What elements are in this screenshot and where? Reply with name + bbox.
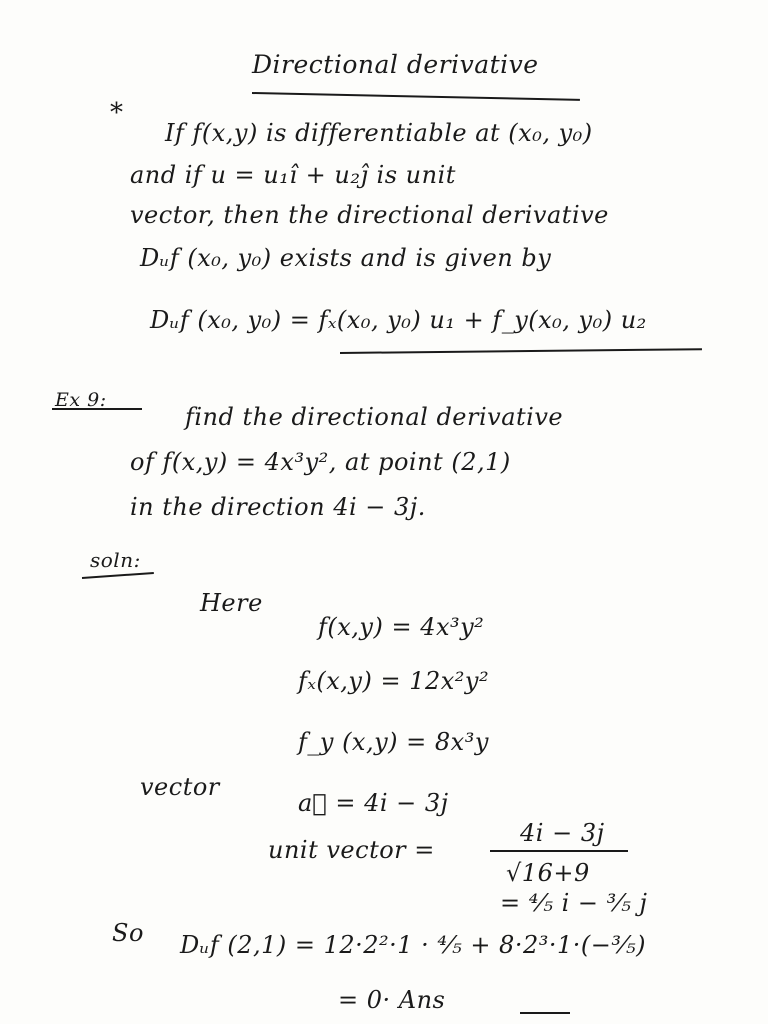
- vector-value: a⃗ = 4i − 3j: [298, 789, 449, 817]
- star-bullet-icon: *: [110, 98, 124, 128]
- solution-here: Here: [200, 589, 263, 617]
- final-answer: = 0· Ans: [338, 986, 446, 1014]
- answer-underline: [520, 1012, 570, 1014]
- solution-step-1: f(x,y) = 4x³y²: [318, 613, 485, 641]
- theorem-line-3: vector, then the directional derivative: [130, 201, 609, 229]
- so-label: So: [112, 919, 144, 947]
- vector-label: vector: [140, 773, 220, 801]
- unit-vector-label: unit vector =: [268, 836, 435, 864]
- example-label: Ex 9:: [55, 389, 107, 411]
- fraction-denominator: √16+9: [506, 859, 590, 887]
- formula-underline: [340, 348, 702, 354]
- theorem-line-4: Dᵤf (x₀, y₀) exists and is given by: [140, 244, 552, 272]
- theorem-line-2: and if u = u₁î + u₂ĵ is unit: [130, 161, 456, 189]
- unit-vector-result: = ⁴⁄₅ i − ³⁄₅ j: [500, 889, 648, 917]
- example-line-2: of f(x,y) = 4x³y², at point (2,1): [130, 448, 511, 476]
- theorem-formula: Dᵤf (x₀, y₀) = fₓ(x₀, y₀) u₁ + f_y(x₀, y₀) u₂: [150, 306, 647, 334]
- example-label-underline: [52, 408, 142, 410]
- page-title: Directional derivative: [252, 50, 539, 79]
- example-line-3: in the direction 4i − 3j.: [130, 493, 426, 521]
- fraction-numerator: 4i − 3j: [520, 819, 605, 847]
- title-underline: [252, 92, 580, 101]
- example-line-1: find the directional derivative: [185, 403, 564, 431]
- solution-label: soln:: [90, 548, 141, 572]
- solution-step-3: f_y (x,y) = 8x³y: [298, 728, 489, 756]
- solution-step-2: fₓ(x,y) = 12x²y²: [298, 667, 490, 695]
- fraction-bar: [490, 850, 628, 852]
- theorem-line-1: If f(x,y) is differentiable at (x₀, y₀): [165, 119, 593, 147]
- directional-derivative-computation: Dᵤf (2,1) = 12·2²·1 · ⁴⁄₅ + 8·2³·1·(−³⁄₅): [180, 931, 646, 959]
